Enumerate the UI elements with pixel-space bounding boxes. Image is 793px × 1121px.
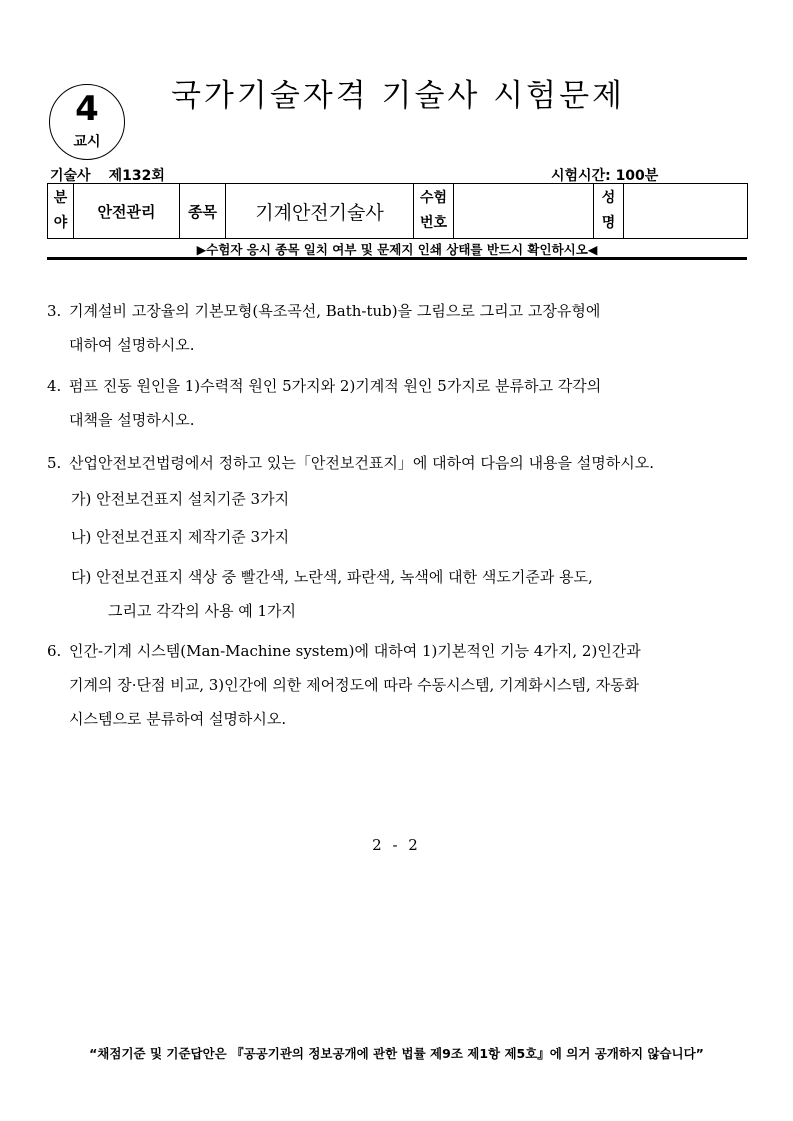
- footer-disclaimer: “채점기준 및 기준답안은 『공공기관의 정보공개에 관한 법률 제9조 제1항 제5호』에 의거 공개하지 않습니다”: [89, 1046, 704, 1061]
- notice-banner: ▶수험자 응시 종목 일치 여부 및 문제지 인쇄 상태를 반드시 확인하시오◀: [196, 242, 598, 257]
- name-label: 성 명: [594, 184, 624, 239]
- question-number: 5.: [47, 454, 62, 472]
- question-5-item-b: 나) 안전보건표지 제작기준 3가지: [71, 528, 290, 546]
- exam-round-number: 제132회: [108, 168, 165, 184]
- page-number: 2 - 2: [372, 836, 421, 854]
- question-6: 6. 인간-기계 시스템(Man-Machine system)에 대하여 1)기본적인 기능 4가지, 2)인간과 기계의 장·단점 비교, 3)인간에 의한 제어정도에 따라 수동시스템, 기계화시스템, 자동화 시스템으로 분류하여 설명하시오.: [47, 634, 749, 736]
- session-label: 교시: [73, 134, 101, 150]
- exam-round: [50, 165, 165, 185]
- question-5-item-a: 가) 안전보건표지 설치기준 3가지: [71, 490, 290, 508]
- page-title: 국가기술자격 기술사 시험문제: [170, 78, 625, 114]
- header-divider: [47, 257, 747, 260]
- session-number: 4: [75, 89, 99, 129]
- field-label: 분 야: [48, 184, 74, 239]
- exam-number-field[interactable]: [454, 184, 594, 239]
- question-number: 3.: [47, 302, 62, 320]
- category-label: 종목: [180, 184, 226, 239]
- exam-time: 시험시간: 100분: [551, 168, 659, 184]
- category-value: 기계안전기술사: [226, 184, 414, 239]
- question-5: 5. 산업안전보건법령에서 정하고 있는「안전보건표지」에 대하여 다음의 내용을 설명하시오.: [47, 446, 749, 480]
- question-4: 4. 펌프 진동 원인을 1)수력적 원인 5가지와 2)기계적 원인 5가지로 분류하고 각각의 대책을 설명하시오.: [47, 369, 749, 437]
- exam-info-table: [47, 183, 748, 239]
- session-badge: [49, 84, 125, 160]
- question-3: 3. 기계설비 고장율의 기본모형(욕조곡선, Bath-tub)을 그림으로 그리고 고장유형에 대하여 설명하시오.: [47, 294, 749, 362]
- question-number: 6.: [47, 642, 62, 660]
- question-number: 4.: [47, 377, 62, 395]
- name-field[interactable]: [624, 184, 748, 239]
- exam-type: 기술사: [50, 168, 91, 184]
- field-value: 안전관리: [74, 184, 180, 239]
- exam-number-label: 수험 번호: [414, 184, 454, 239]
- question-5-item-c: 다) 안전보건표지 색상 중 빨간색, 노란색, 파란색, 녹색에 대한 색도기준과 용도, 그리고 각각의 사용 예 1가지: [71, 568, 593, 620]
